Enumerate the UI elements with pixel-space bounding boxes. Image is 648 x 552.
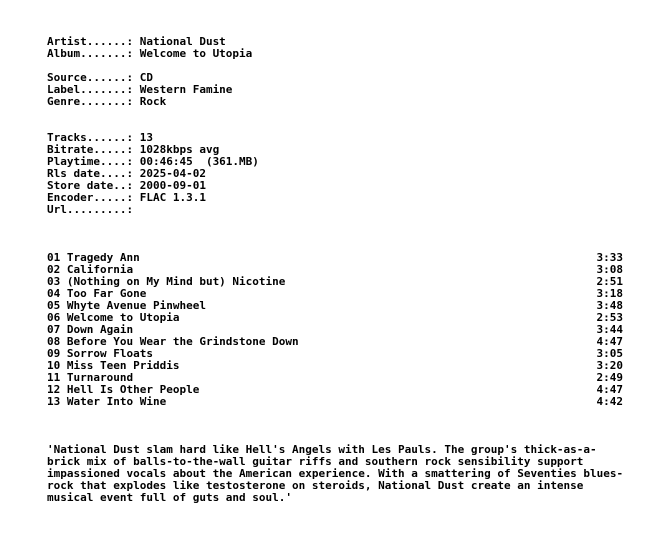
track-row [47,312,625,324]
track-title: 03 (Nothing on My Mind but) Nicotine [47,275,286,288]
track-title: 12 Hell Is Other People [47,383,200,396]
label-line: Label.......: Western Famine [47,83,233,96]
track-title: 06 Welcome to Utopia [47,311,180,324]
bitrate-line: Bitrate.....: 1028kbps avg [47,143,220,156]
album-line: Album.......: Welcome to Utopia [47,47,253,60]
url-line: Url.........: [47,203,134,216]
tracks-line: Tracks......: 13 [47,131,153,144]
track-title: 02 California [47,263,134,276]
source-line: Source......: CD [47,71,153,84]
spacer [47,216,625,228]
store-date-line: Store date..: 2000-09-01 [47,179,206,192]
track-duration: 2:53 [596,311,623,324]
track-duration: 2:51 [596,275,623,288]
track-duration: 3:05 [596,347,623,360]
track-duration: 3:33 [596,251,623,264]
playtime-line: Playtime....: 00:46:45 (361.MB) [47,155,259,168]
spacer [47,228,625,240]
track-title: 08 Before You Wear the Grindstone Down [47,335,299,348]
track-title: 05 Whyte Avenue Pinwheel [47,299,206,312]
track-title: 13 Water Into Wine [47,395,167,408]
track-row [47,396,625,408]
track-title: 10 Miss Teen Priddis [47,359,180,372]
track-duration: 4:42 [596,395,623,408]
track-title: 09 Sorrow Floats [47,347,153,360]
track-duration: 3:48 [596,299,623,312]
album-description: 'National Dust slam hard like Hell's Angels with Les Pauls. The group's thick-as-a-brick mix of balls-to-the-wall guitar riffs and southern rock sensibility support impassioned vocals about the American experience. With a smattering of Seventies blues-rock that explodes like testosterone on steroids, National Dust create an intense musical event full of guts and soul.' [47,443,624,504]
nfo-document [47,36,625,504]
spacer [47,108,625,120]
track-row [47,360,625,372]
track-duration: 4:47 [596,335,623,348]
track-title: 04 Too Far Gone [47,287,147,300]
track-duration: 3:18 [596,287,623,300]
tracklist [47,252,625,408]
track-row [47,252,625,264]
track-duration: 3:08 [596,263,623,276]
track-title: 01 Tragedy Ann [47,251,140,264]
track-title: 11 Turnaround [47,371,134,384]
track-duration: 3:44 [596,323,623,336]
genre-line: Genre.......: Rock [47,95,167,108]
track-duration: 4:47 [596,383,623,396]
release-date-line: Rls date....: 2025-04-02 [47,167,206,180]
track-duration: 2:49 [596,371,623,384]
artist-line: Artist......: National Dust [47,35,226,48]
track-duration: 3:20 [596,359,623,372]
track-title: 07 Down Again [47,323,134,336]
encoder-line: Encoder.....: FLAC 1.3.1 [47,191,206,204]
